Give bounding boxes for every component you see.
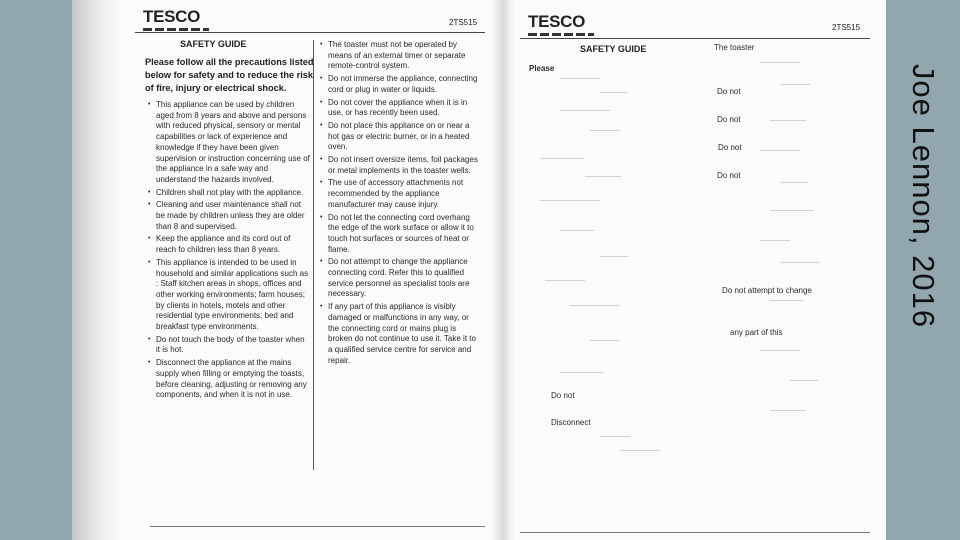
safety-guide-title-right: SAFETY GUIDE (580, 44, 647, 54)
right-fragment: Do not (717, 87, 741, 96)
faded-text-line (560, 110, 610, 111)
header-rule-left (135, 32, 485, 33)
faded-text-line (560, 372, 604, 373)
faded-text-line (760, 240, 790, 241)
faded-text-line (540, 158, 584, 159)
faded-text-line (770, 410, 806, 411)
footer-rule-left (150, 526, 485, 527)
faded-text-line (570, 305, 620, 306)
faded-text-line (780, 262, 820, 263)
right-fragment: any part of this (730, 328, 783, 337)
faded-text-line (600, 92, 628, 93)
faded-text-line (545, 280, 585, 281)
right-fragment: The toaster (714, 43, 755, 52)
safety-bullet-item: • Do not insert oversize items, foil packages or metal implements in the toaster wells. (320, 155, 482, 176)
faded-text-line (590, 340, 620, 341)
safety-bullet-item: • This appliance is intended to be used in household and similar applications such as : Staff kitchen areas in shops, offices and other working environments; farm houses; by clients in hotels, motels and other residential type environments; bed and breakfast type environments. (148, 258, 310, 333)
page-gutter (492, 0, 514, 540)
brand-stripes-right (528, 33, 594, 36)
column-divider-left (313, 40, 314, 470)
faded-text-line (760, 150, 800, 151)
faded-text-line (770, 210, 814, 211)
faded-text-line (780, 84, 810, 85)
safety-bullet-item: • Cleaning and user maintenance shall not be made by children unless they are older than 8 and supervised. (148, 200, 310, 232)
faded-text-line (600, 436, 630, 437)
safety-bullet-item: • The use of accessory attachments not recommended by the appliance manufacturer may cause injury. (320, 178, 482, 210)
safety-column-1 (148, 100, 310, 403)
brand-logo-right: TESCO (528, 12, 586, 31)
header-rule-right (520, 38, 870, 39)
safety-lead-text: Please follow all the precautions listed below for safety and to reduce the risk of fire, injury or electrical shock. (145, 57, 314, 93)
right-fragment: Do not (718, 143, 742, 152)
photo-credit: Joe Lennon, 2016 (906, 63, 941, 329)
faded-text-line (560, 78, 600, 79)
model-number-left: 2TS515 (449, 18, 478, 27)
safety-guide-title-left: SAFETY GUIDE (180, 39, 247, 49)
faded-text-line (585, 176, 621, 177)
safety-bullet-item: • Keep the appliance and its cord out of reach fo children less than 8 years. (148, 234, 310, 255)
right-fragment: Do not (717, 171, 741, 180)
safety-bullet-item: • Do not cover the appliance when it is in use, or has recently been used. (320, 98, 482, 119)
safety-bullet-item: • This appliance can be used by children aged from 8 years and above and persons with reduced physical, sensory or mental capabilities or lack of experience and knowledge if they have been given supervision or instruction concerning use of the appliance in a safe way and understand the hazards involved. (148, 100, 310, 186)
right-fragment: Do not attempt to change (722, 286, 812, 295)
safety-column-2 (320, 40, 482, 368)
right-fragment: Do not (717, 115, 741, 124)
right-fragment: Please (529, 64, 555, 73)
faded-text-line (760, 62, 800, 63)
footer-rule-right (520, 532, 870, 533)
safety-bullet-item: • Children shall not play with the appliance. (148, 188, 310, 199)
faded-text-line (620, 450, 660, 451)
safety-bullet-item: • Do not immerse the appliance, connecting cord or plug in water or liquids. (320, 74, 482, 95)
safety-bullet-item: • The toaster must not be operated by means of an external timer or separate remote-control system. (320, 40, 482, 72)
model-number-right: 2TS515 (832, 23, 861, 32)
faded-text-line (540, 200, 600, 201)
safety-bullet-item: • Do not touch the body of the toaster when it is hot. (148, 335, 310, 356)
faded-text-line (770, 120, 806, 121)
faded-text-line (770, 300, 804, 301)
faded-text-line (600, 256, 628, 257)
faded-text-line (590, 130, 620, 131)
safety-bullet-item: • Do not let the connecting cord overhang the edge of the work surface or allow it to touch hot surfaces or sources of heat or flame. (320, 213, 482, 256)
right-fragment: Do not (551, 391, 575, 400)
safety-bullet-item: • Disconnect the appliance at the mains supply when filling or emptying the toasts, before cleaning, adjusting or removing any components, and when it is not in use. (148, 358, 310, 401)
brand-logo-left: TESCO (143, 7, 201, 26)
faded-text-line (780, 182, 808, 183)
safety-bullet-item: • Do not attempt to change the appliance connecting cord. Refer this to qualified service personnel as specialist tools are necessary. (320, 257, 482, 300)
brand-stripes-left (143, 28, 209, 31)
faded-text-line (790, 380, 818, 381)
faded-text-line (760, 350, 800, 351)
right-fragment: Disconnect (551, 418, 591, 427)
safety-bullet-item: • If any part of this appliance is visibly damaged or malfunctions in any way, or the connecting cord or mains plug is broken do not continue to use it. Take it to a qualified service centre for service and repair. (320, 302, 482, 366)
page-edge-shadow (72, 0, 124, 540)
faded-text-line (560, 230, 594, 231)
safety-bullet-item: • Do not place this appliance on or near a hot gas or electric burner, or in a heated oven. (320, 121, 482, 153)
